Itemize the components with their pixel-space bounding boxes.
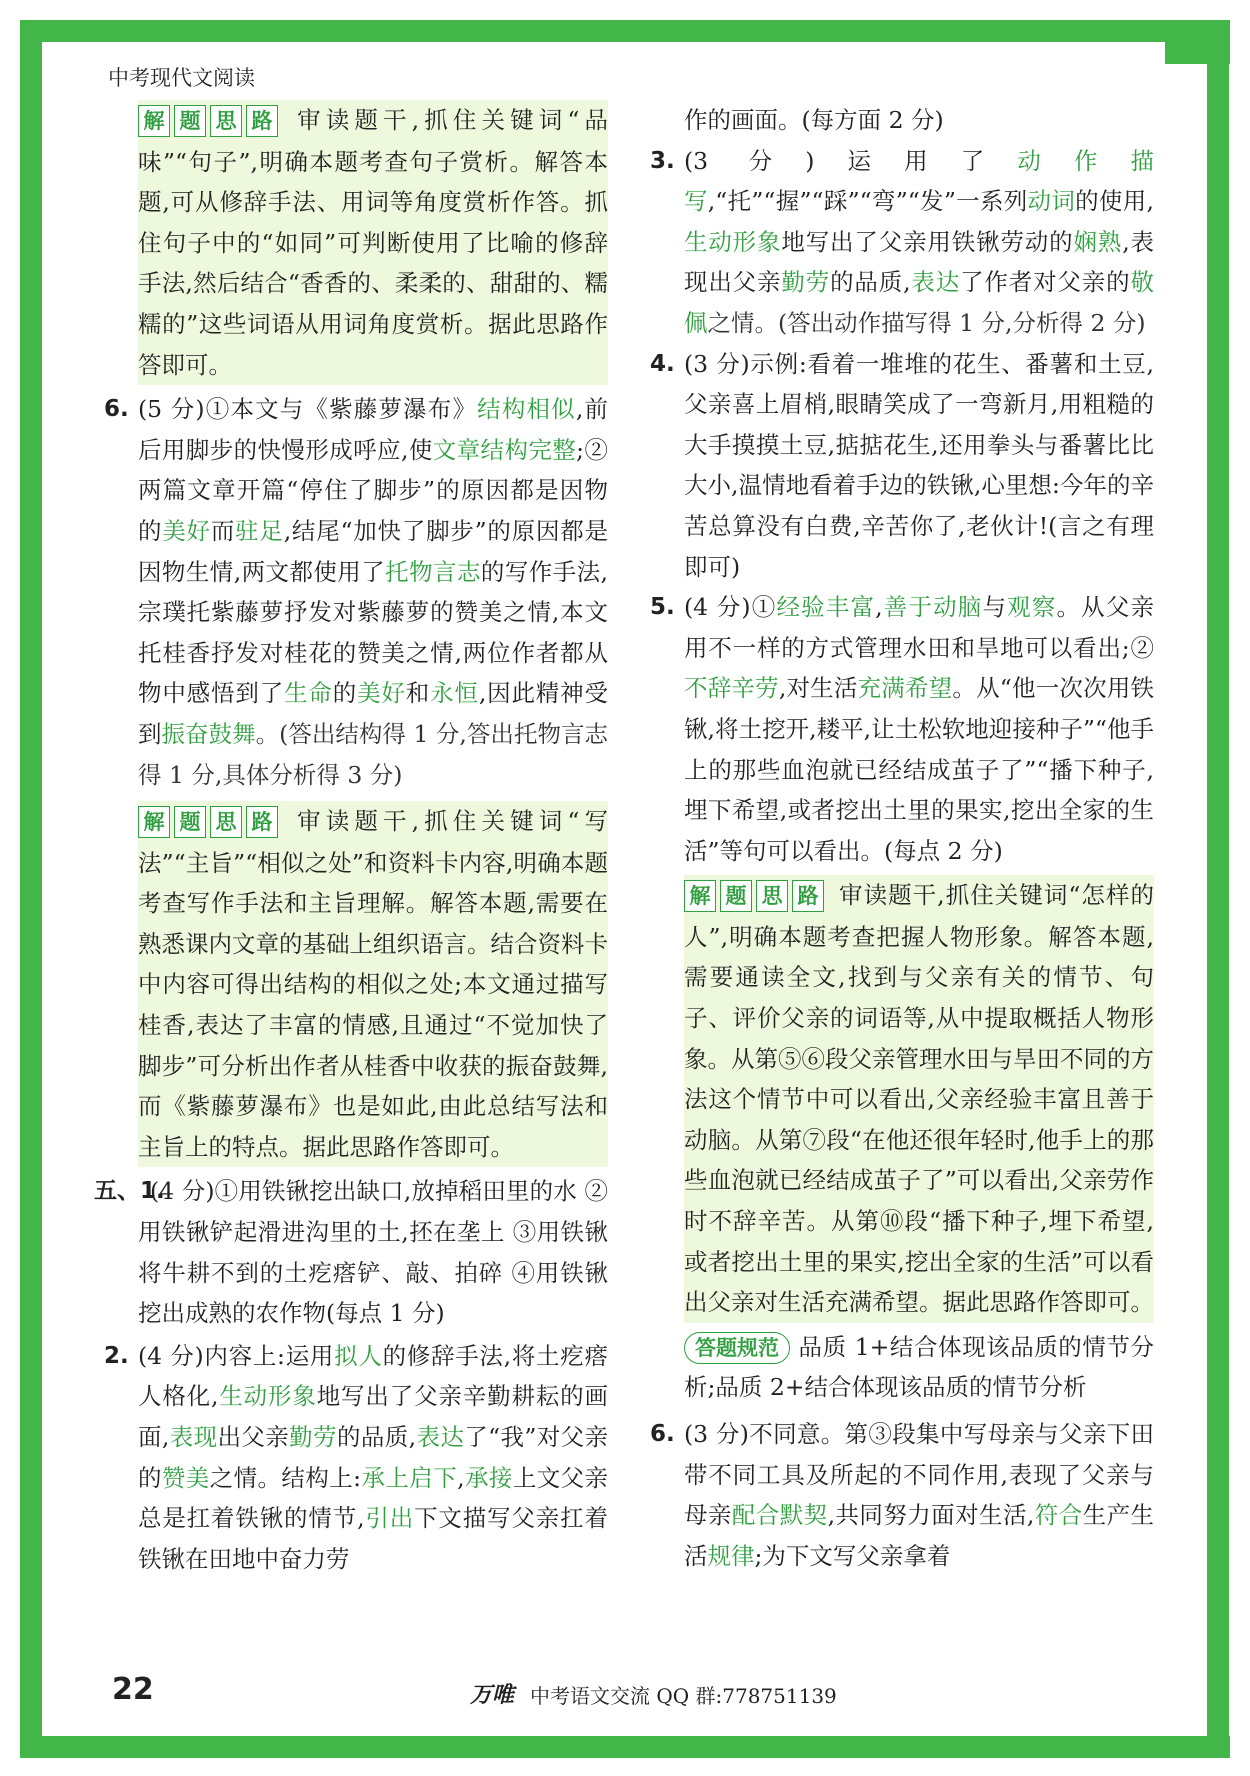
- tip-block-3: [684, 875, 1154, 1323]
- footer-text: 中考语文交流 QQ 群:778751139: [530, 1684, 837, 1708]
- tip-block-2: [138, 801, 608, 1167]
- question-number: 4.: [650, 350, 675, 377]
- answer-6-right: 6. (3 分)不同意。第③段集中写母亲与父亲下田带不同工具及所起的不同作用,表现了父亲与母亲配合默契,共同努力面对生活,符合生产生活规律;为下文写父亲拿着: [684, 1414, 1154, 1576]
- tip-text: 审读题干,抓住关键词“怎样的人”,明确本题考查把握人物形象。解答本题,需要通读全文,找到与父亲有关的情节、句子、评价父亲的词语等,从中提取概括人物形象。从第⑤⑥段父亲管理水田与旱田不同的方法这个情节中可以看出,父亲经验丰富且善于动脑。从第⑦段“在他还很年轻时,他手上的那些血泡就已经结成茧子了”可以看出,父亲劳作时不辞辛苦。从第⑩段“播下种子,埋下希望,或者挖出土里的果实,挖出全家的生活”可以看出父亲对生活充满希望。据此思路作答即可。: [684, 881, 1154, 1317]
- page-header-title: 中考现代文阅读: [108, 66, 255, 90]
- page-number: 22: [112, 1672, 154, 1707]
- green-border-right: [1207, 20, 1229, 1758]
- answer-5: 5. (4 分)①经验丰富,善于动脑与观察。从父亲用不一样的方式管理水田和旱地可以看出;②不辞辛劳,对生活充满希望。从“他一次次用铁锹,将土挖开,耧平,让土松软地迎接种子”“他手上的那些血泡就已经结成茧子了”“播下种子,埋下希望,或者挖出土里的果实,挖出全家的生活”等句可以看出。(每点 2 分): [684, 587, 1154, 871]
- question-number: 五、1.: [94, 1178, 165, 1205]
- question-number: 6.: [104, 396, 129, 423]
- tip-block-1: [138, 100, 608, 385]
- rule-tag: 答题规范: [684, 1332, 790, 1364]
- answer-2-continued: 作的画面。(每方面 2 分): [684, 106, 944, 134]
- question-number: 6.: [650, 1421, 675, 1447]
- answer-5-1: 五、1. (4 分)①用铁锹挖出缺口,放掉稻田里的水 ②用铁锹铲起滑进沟里的土,抷在垄上 ③用铁锹将牛耕不到的土疙瘩铲、敲、拍碎 ④用铁锹挖出成熟的农作物(每点 1 分): [138, 1171, 608, 1333]
- tip-tag: 解 题 思 路: [138, 101, 282, 142]
- green-border-top: [20, 20, 1230, 42]
- answer-4: 4. (3 分)示例:看着一堆堆的花生、番薯和土豆,父亲喜上眉梢,眼睛笑成了一弯新月,用粗糙的大手摸摸土豆,掂掂花生,还用拳头与番薯比比大小,温情地看着手边的铁锹,心里想:今年的辛苦总算没有白费,辛苦你了,老伙计!(言之有理即可): [684, 344, 1154, 588]
- brand-logo: 万唯: [470, 1683, 515, 1708]
- tip-tag: 解 题 思 路: [684, 876, 828, 917]
- question-number: 5.: [650, 594, 675, 621]
- answer-2: 2. (4 分)内容上:运用拟人的修辞手法,将土疙瘩人格化,生动形象地写出了父亲辛勤耕耘的画面,表现出父亲勤劳的品质,表达了“我”对父亲的赞美之情。结构上:承上启下,承接上文父亲总是扛着铁锹的情节,引出下文描写父亲扛着铁锹在田地中奋力劳: [138, 1336, 608, 1580]
- rule-block: [684, 1327, 1154, 1408]
- answer-3: 3. (3 分)运用了动作描写,“托”“握”“踩”“弯”“发”一系列动词的使用,生动形象地写出了父亲用铁锹劳动的娴熟,表现出父亲勤劳的品质,表达了作者对父亲的敬佩之情。(答出动作描写得 1 分,分析得 2 分): [684, 141, 1154, 344]
- tip-tag: 解 题 思 路: [138, 802, 282, 843]
- question-number: 2.: [104, 1342, 129, 1369]
- rule-text: 品质 1+结合体现该品质的情节分析;品质 2+结合体现该品质的情节分析: [684, 1332, 1154, 1402]
- tip-text: 审读题干,抓住关键词“品味”“句子”,明确本题考查句子赏析。解答本题,可从修辞手法、用词等角度赏析作答。抓住句子中的“如同”可判断使用了比喻的修辞手法,然后结合“香香的、柔柔的、甜甜的、糯糯的”这些词语从用词角度赏析。据此思路作答即可。: [138, 106, 608, 379]
- right-column: [650, 100, 1155, 1576]
- question-number: 3.: [650, 147, 675, 174]
- tip-text: 审读题干,抓住关键词“写法”“主旨”“相似之处”和资料卡内容,明确本题考查写作手法和主旨理解。解答本题,需要在熟悉课内文章的基础上组织语言。结合资料卡中内容可得出结构的相似之处;本文通过描写桂香,表达了丰富的情感,且通过“不觉加快了脚步”可分析出作者从桂香中收获的振奋鼓舞,而《紫藤萝瀑布》也是如此,由此总结写法和主旨上的特点。据此思路作答即可。: [138, 807, 608, 1161]
- left-column: [94, 100, 609, 1579]
- green-border-bottom: [20, 1736, 1230, 1758]
- answer-6: 6. (5 分)①本文与《紫藤萝瀑布》结构相似,前后用脚步的快慢形成呼应,使文章结构完整;②两篇文章开篇“停住了脚步”的原因都是因物的美好而驻足,结尾“加快了脚步”的原因都是因物生情,两文都使用了托物言志的写作手法,宗璞托紫藤萝抒发对紫藤萝的赞美之情,本文托桂香抒发对桂花的赞美之情,两位作者都从物中感悟到了生命的美好和永恒,因此精神受到振奋鼓舞。(答出结构得 1 分,答出托物言志得 1 分,具体分析得 3 分): [138, 389, 608, 795]
- green-border-left: [20, 20, 42, 1758]
- green-corner: [1165, 20, 1230, 64]
